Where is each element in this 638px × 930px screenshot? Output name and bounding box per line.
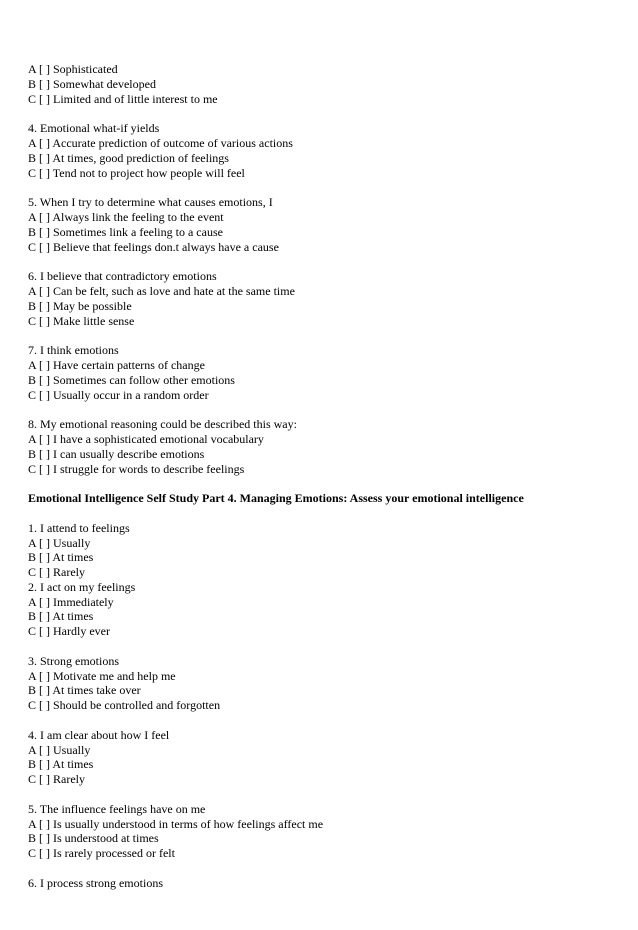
option-c: C [ ] Hardly ever <box>28 624 110 639</box>
option-a: A [ ] Can be felt, such as love and hate at the same time <box>28 283 295 298</box>
question-block-q7 <box>28 343 618 402</box>
spacer <box>28 713 618 728</box>
option-a: A [ ] Have certain patterns of change <box>28 357 205 372</box>
option-c: C [ ] Rarely <box>28 772 85 787</box>
option-a: A [ ] Always link the feeling to the event <box>28 209 224 224</box>
option-c: C [ ] Rarely <box>28 565 85 580</box>
option-b: B [ ] I can usually describe emotions <box>28 446 205 461</box>
option-b: B [ ] At times <box>28 550 94 565</box>
spacer <box>28 328 618 343</box>
question-text: 5. When I try to determine what causes emotions, I <box>28 195 273 210</box>
option-a: A [ ] Sophisticated <box>28 62 118 76</box>
option-a: A [ ] Usually <box>28 535 91 550</box>
spacer <box>28 787 618 802</box>
option-b: B [ ] Sometimes can follow other emotions <box>28 372 235 387</box>
question-text: 6. I process strong emotions <box>28 875 163 890</box>
option-c: C [ ] Is rarely processed or felt <box>28 846 175 861</box>
option-b: B [ ] Somewhat developed <box>28 76 156 91</box>
option-b: B [ ] Is understood at times <box>28 831 159 846</box>
section-heading: Emotional Intelligence Self Study Part 4. Managing Emotions: Assess your emotional intelligence <box>28 491 524 506</box>
option-c: C [ ] Make little sense <box>28 313 135 328</box>
question-block-p4q2 <box>28 580 618 639</box>
question-text: 8. My emotional reasoning could be described this way: <box>28 417 297 432</box>
option-a: A [ ] Motivate me and help me <box>28 668 176 683</box>
option-c: C [ ] Should be controlled and forgotten <box>28 698 221 713</box>
spacer <box>28 506 618 521</box>
document-page <box>28 62 618 891</box>
option-c: C [ ] I struggle for words to describe feelings <box>28 461 245 476</box>
option-a: A [ ] Is usually understood in terms of how feelings affect me <box>28 816 324 831</box>
question-block-q8 <box>28 417 618 476</box>
option-c: C [ ] Believe that feelings don.t always have a cause <box>28 239 279 254</box>
question-block-p4q5 <box>28 802 618 861</box>
option-a: A [ ] I have a sophisticated emotional vocabulary <box>28 431 264 446</box>
question-text: 4. Emotional what-if yields <box>28 121 160 136</box>
question-block-p4q1 <box>28 521 618 580</box>
option-a: A [ ] Usually <box>28 742 91 757</box>
question-text: 6. I believe that contradictory emotions <box>28 269 217 284</box>
option-b: B [ ] At times <box>28 609 94 624</box>
spacer <box>28 639 618 654</box>
option-c: C [ ] Usually occur in a random order <box>28 387 209 402</box>
question-block-p4q3 <box>28 654 618 713</box>
question-block-q4 <box>28 121 618 180</box>
question-block-top-options <box>28 62 618 106</box>
question-text: 7. I think emotions <box>28 343 119 358</box>
spacer <box>28 402 618 417</box>
question-block-q6 <box>28 269 618 328</box>
option-b: B [ ] Sometimes link a feeling to a cause <box>28 224 223 239</box>
option-c: C [ ] Tend not to project how people will feel <box>28 165 245 180</box>
spacer <box>28 254 618 269</box>
question-block-p4q6 <box>28 876 618 891</box>
question-text: 5. The influence feelings have on me <box>28 801 206 816</box>
question-text: 1. I attend to feelings <box>28 520 130 535</box>
question-text: 3. Strong emotions <box>28 653 120 668</box>
option-b: B [ ] At times <box>28 757 94 772</box>
question-block-p4q4 <box>28 728 618 787</box>
spacer <box>28 106 618 121</box>
option-b: B [ ] At times, good prediction of feelings <box>28 150 229 165</box>
spacer <box>28 861 618 876</box>
question-text: 2. I act on my feelings <box>28 579 136 594</box>
question-block-q5 <box>28 195 618 254</box>
spacer <box>28 180 618 195</box>
option-b: B [ ] May be possible <box>28 298 132 313</box>
option-c: C [ ] Limited and of little interest to me <box>28 91 218 106</box>
spacer <box>28 476 618 491</box>
option-a: A [ ] Accurate prediction of outcome of various actions <box>28 135 293 150</box>
question-text: 4. I am clear about how I feel <box>28 727 170 742</box>
option-b: B [ ] At times take over <box>28 683 141 698</box>
option-a: A [ ] Immediately <box>28 594 114 609</box>
